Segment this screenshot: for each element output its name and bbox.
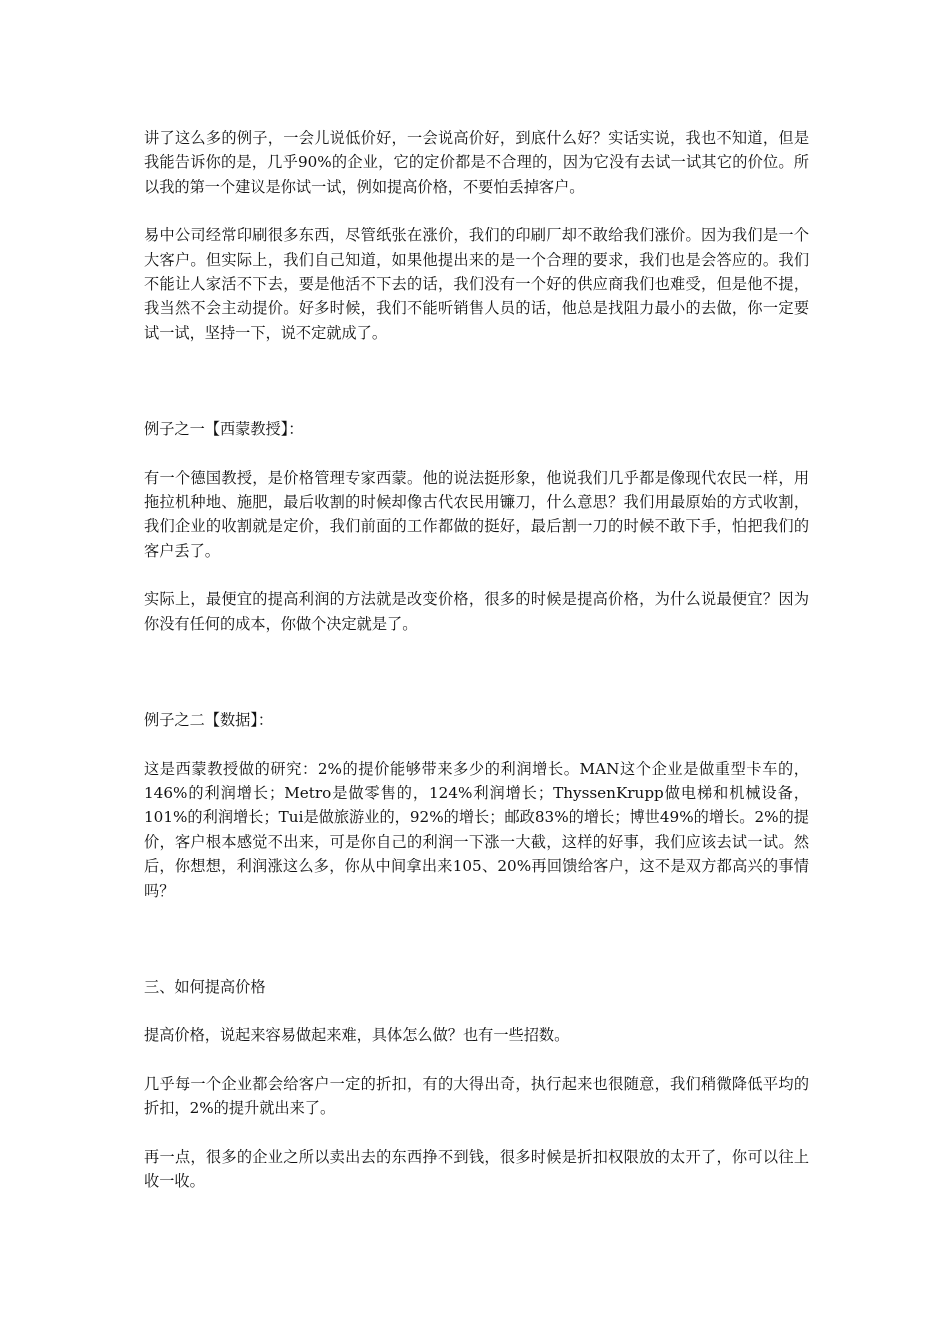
paragraph-3: 有一个德国教授，是价格管理专家西蒙。他的说法挺形象，他说我们几乎都是像现代农民一样，用拖拉机种地、施肥，最后收割的时候却像古代农民用镰刀，什么意思？我们用最原始的方式收割，我们企业的收割就是定价，我们前面的工作都做的挺好，最后割一刀的时候不敢下手，怕把我们的客户丢了。 — [144, 468, 809, 560]
heading-example-1: 例子之一【西蒙教授】： — [144, 420, 304, 439]
document-body — [144, 126, 809, 1193]
spacer — [144, 999, 809, 1023]
spacer — [144, 1048, 809, 1072]
heading-section-3: 三、如何提高价格 — [144, 977, 266, 996]
spacer — [144, 442, 809, 466]
spacer — [144, 903, 809, 975]
paragraph-5: 这是西蒙教授做的研究：2%的提价能够带来多少的利润增长。MAN这个企业是做重型卡车的，146%的利润增长；Metro是做零售的，124%利润增长；ThyssenKrupp做电梯和机械设备，101%的利润增长；Tui是做旅游业的，92%的增长；邮政83%的增长；博世49%的增长。2%的提价，客户根本感觉不出来，可是你自己的利润一下涨一大截，这样的好事，我们应该去试一试。然后，你想想，利润涨这么多，你从中间拿出来105、20%再回馈给客户，这不是双方都高兴的事情吗？ — [144, 759, 809, 900]
spacer — [144, 199, 809, 223]
paragraph-7: 几乎每一个企业都会给客户一定的折扣，有的大得出奇，执行起来也很随意，我们稍微降低平均的折扣，2%的提升就出来了。 — [144, 1074, 809, 1118]
spacer — [144, 733, 809, 757]
paragraph-6: 提高价格，说起来容易做起来难，具体怎么做？也有一些招数。 — [144, 1026, 570, 1045]
spacer — [144, 563, 809, 587]
spacer — [144, 1121, 809, 1145]
paragraph-8: 再一点，很多的企业之所以卖出去的东西挣不到钱，很多时候是折扣权限放的太开了，你可以往上收一收。 — [144, 1147, 809, 1190]
paragraph-2: 易中公司经常印刷很多东西，尽管纸张在涨价，我们的印刷厂却不敢给我们涨价。因为我们是一个大客户。但实际上，我们自己知道，如果他提出来的是一个合理的要求，我们也是会答应的。我们不能让人家活不下去，要是他活不下去的话，我们没有一个好的供应商我们也难受，但是他不提，我当然不会主动提价。好多时候，我们不能听销售人员的话，他总是找阻力最小的去做，你一定要试一试，坚持一下，说不定就成了。 — [144, 226, 809, 342]
spacer — [144, 636, 809, 708]
paragraph-4: 实际上，最便宜的提高利润的方法就是改变价格，很多的时候是提高价格，为什么说最便宜？因为你没有任何的成本，你做个决定就是了。 — [144, 590, 809, 633]
heading-example-2: 例子之二【数据】： — [144, 711, 274, 730]
spacer — [144, 345, 809, 417]
paragraph-1: 讲了这么多的例子，一会儿说低价好，一会说高价好，到底什么好？实话实说，我也不知道，但是我能告诉你的是，几乎90%的企业，它的定价都是不合理的，因为它没有去试一试其它的价位。所以我的第一个建议是你试一试，例如提高价格，不要怕丢掉客户。 — [144, 129, 809, 196]
